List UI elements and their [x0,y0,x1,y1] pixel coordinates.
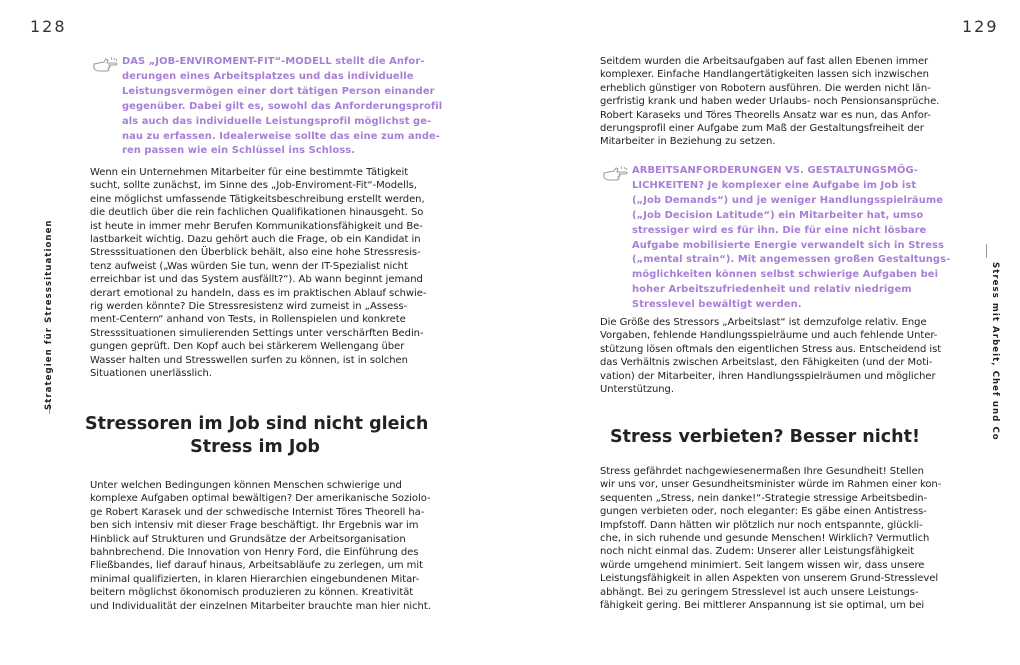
text-line: Aufgabe mobilisierte Energie verwandelt sich in Stress [632,239,944,251]
paragraph-right-2 [600,316,942,396]
text-line: gungen verbieten oder, noch eleganter: Es gäbe einen Antistress- [600,506,927,518]
text-line: Robert Karaseks und Töres Theorells Ansatz war es nun, das Anfor- [600,109,931,121]
text-line: gerfristig krank und haben weder Urlaubs- noch Pensionsansprüche. [600,96,940,108]
text-line: hoher Arbeitszufriedenheit und relativ niedrigem [632,284,912,296]
text-line: („Job Demands“) und je weniger Handlungsspielräume [632,194,944,206]
text-line: gungen geprüft. Den Kopf auch bei stärkerem Wellengang über [90,341,405,353]
text-line: stützung lösen oftmals den eigentlichen Stress aus. Entscheidend ist [600,343,942,355]
text-line: Fließbandes, lief darauf hinaus, Arbeitsabläufe zu zerlegen, um mit [90,560,423,572]
text-line: tenz aufweist („Was würden Sie tun, wenn der IT-Spezialist nicht [90,260,408,272]
text-line: stressiger wird es für ihn. Die für eine nicht lösbare [632,224,927,236]
running-head-right: Stress mit Arbeit, Chef und Co [990,262,1000,441]
text-line: Wenn ein Unternehmen Mitarbeiter für eine bestimmte Tätigkeit [90,167,409,178]
tip-text-left [122,55,443,159]
text-line: Stresssituationen den Überblick behält, also eine hohe Stressresis- [90,247,421,259]
running-head-left: Strategien für Stresssituationen [44,219,54,410]
text-line: sequenten „Stress, nein danke!“-Strategie stressige Arbeitsbedin- [600,492,928,504]
tip-text-right [632,164,951,313]
text-line: Seitdem wurden die Arbeitsaufgaben auf fast allen Ebenen immer [600,56,929,67]
right-page [510,0,1020,665]
text-line: Unterstützung. [600,384,674,396]
text-line: vation) der Mitarbeiter, ihren Handlungsspielräumen und möglicher [600,370,936,382]
text-line: möglichkeiten können selbst schwierige Aufgaben bei [632,269,939,281]
text-line: derungsprofil einer Aufgabe zum Maß der Gestaltungsfreiheit der [600,123,924,135]
text-line: eine möglichst umfassende Tätigkeitsbeschreibung erstellt werden, [90,193,425,205]
text-line: komplexe Aufgaben optimal bewältigen? Der amerikanische Soziolo- [90,493,431,505]
text-line: die deutlich über die rein fachlichen Qualifikationen hinausgeht. So [90,207,424,219]
text-line: beitern möglichst ökonomisch produzieren zu können. Kreativität [90,587,414,599]
text-line: wir uns vor, unser Gesundheitsminister würde im Rahmen einer kon- [600,479,942,491]
text-line: würde umgehend minimiert. Seit langem wissen wir, dass unsere [600,559,925,571]
text-line: derart emotional zu handeln, dass es im praktischen Ablauf schwie- [90,287,427,299]
text-line: Hinblick auf Strukturen und Grundsätze der Arbeitsorganisation [90,533,406,545]
section-heading-right [595,426,935,449]
text-line: komplexer. Einfache Handlangertätigkeiten lassen sich inzwischen [600,69,929,81]
text-line: („Job Decision Latitude“) ein Mitarbeiter hat, umso [632,209,924,221]
text-line: Leistungsfähigkeit in allen Aspekten von unserem Grund-Stresslevel [600,573,939,585]
text-line: gegenüber. Dabei gilt es, sowohl das Anforderungsprofil [122,100,443,112]
text-line: ben sich intensiv mit dieser Frage beschäftigt. Ihr Ergebnis war im [90,520,419,532]
page-number-right: 129 [962,17,999,36]
text-line: Stress im Job [190,437,320,457]
text-line: („mental strain“). Mit angemessen großen Gestaltungs- [632,254,951,266]
text-line: lastbarkeit wichtig. Dazu gehört auch die Frage, ob ein Kandidat in [90,234,421,246]
text-line: das Verhältnis zwischen Arbeitslast, den Fähigkeiten (und der Moti- [600,357,933,369]
text-line: erheblich günstiger von Robotern ausführen. Die werden nicht län- [600,82,931,94]
text-line: Die Größe des Stressors „Arbeitslast“ ist demzufolge relativ. Enge [600,317,927,328]
text-line: Stresssituationen simulierenden Settings unter verschärften Bedin- [90,327,424,339]
text-line: derungen eines Arbeitsplatzes und das individuelle [122,70,414,82]
text-line: abhängt. Bei zu geringem Stresslevel ist auch unsere Leistungs- [600,586,919,598]
pointing-hand-icon [602,165,630,183]
page-number-left: 128 [30,17,67,36]
text-line: noch nicht einmal das. Zudem: Unserer aller Leistungsfähigkeit [600,546,915,558]
text-line: Vorgaben, fehlende Handlungsspielräume und auch fehlende Unter- [600,330,938,342]
text-line: ren passen wie ein Schlüssel ins Schloss. [122,145,356,157]
text-line: Stresslevel bewältigt werden. [632,299,802,311]
text-line: LICHKEITEN? Je komplexer eine Aufgabe im Job ist [632,179,917,191]
text-line: und Individualität der einzelnen Mitarbeiter brauchte man hier nicht. [90,600,431,612]
text-line: Leistungsvermögen einer dort tätigen Person einander [122,85,435,97]
pointing-hand-icon [92,56,120,74]
text-line: Mitarbeiter in Beziehung zu setzen. [600,136,776,148]
text-line: ment-Centern“ anhand von Tests, in Rollenspielen und konkrete [90,314,406,326]
text-line: ARBEITSANFORDERUNGEN VS. GESTALTUNGSMÖG- [632,165,918,176]
text-line: ist heute in immer mehr Berufen Kommunikationsfähigkeit und Be- [90,220,423,232]
text-line: Wasser halten und Stresswellen surfen zu können, ist in solchen [90,354,408,366]
text-line: Unter welchen Bedingungen können Menschen schwierige und [90,480,402,491]
text-line: Stress gefährdet nachgewiesenermaßen Ihre Gesundheit! Stellen [600,466,924,477]
section-heading-left [85,413,429,459]
text-line: bahnbrechend. Die Innovation von Henry Ford, die Einführung des [90,547,419,559]
running-head-rule-right [986,244,987,258]
paragraph-left-2 [90,479,431,613]
text-line: Stress verbieten? Besser nicht! [610,427,920,447]
text-line: ge Robert Karasek und der schwedische Internist Töres Theorell ha- [90,506,425,518]
text-line: Situationen unerlässlich. [90,368,212,380]
text-line: Impfstoff. Dann hätten wir plötzlich nur noch entspannte, glückli- [600,519,923,531]
text-line: Stressoren im Job sind nicht gleich [85,414,429,434]
paragraph-right-3 [600,465,942,612]
text-line: nau zu erfassen. Idealerweise sollte das eine zum ande- [122,130,440,142]
text-line: minimal qualifizierten, in klaren Hierarchien eingebundenen Mitar- [90,573,420,585]
paragraph-right-1 [600,55,940,149]
paragraph-left-1 [90,166,427,381]
text-line: DAS „JOB-ENVIROMENT-FIT“-MODELL stellt die Anfor- [122,56,425,67]
text-line: fähigkeit gering. Bei mittlerer Anspannung ist sie optimal, um bei [600,600,925,612]
text-line: che, in sich ruhende und gesunde Menschen! Wirklich? Vermutlich [600,533,930,545]
text-line: als auch das individuelle Leistungsprofil möglichst ge- [122,115,432,127]
text-line: erreichbar ist und das System ausfällt?“). Ab wann beginnt jemand [90,274,423,286]
text-line: rig werden könnte? Die Stressresistenz wird zumeist in „Assess- [90,301,408,313]
text-line: sucht, sollte zunächst, im Sinne des „Job-Enviroment-Fit“-Modells, [90,180,417,192]
